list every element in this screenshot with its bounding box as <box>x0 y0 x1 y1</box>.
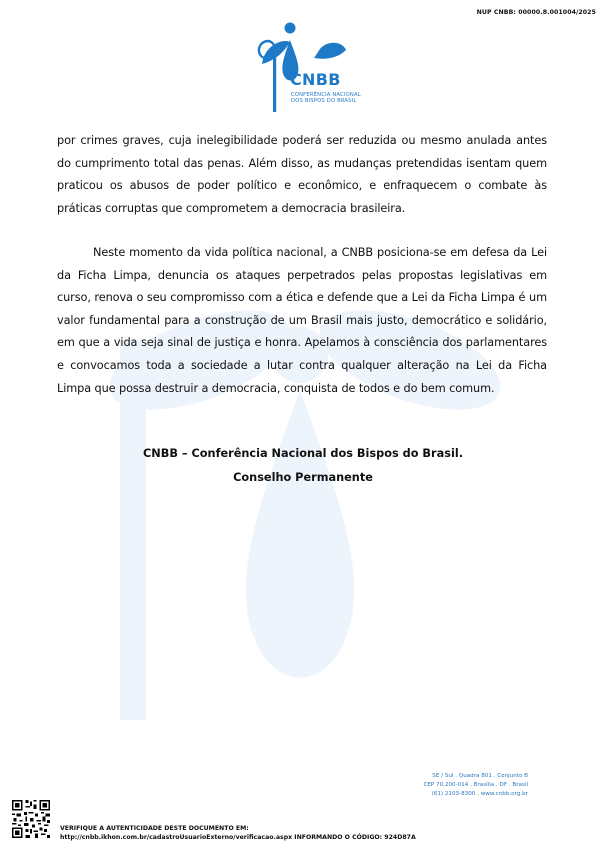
logo-subtitle-line1: CONFERÊNCIA NACIONAL <box>291 92 361 98</box>
signature-organization: CNBB – Conferência Nacional dos Bispos do Brasil. <box>143 447 463 460</box>
qr-code <box>12 800 50 838</box>
verification-url[interactable]: http://cnbb.ikhon.com.br/cadastroUsuarioExterno/verificacao.aspx INFORMANDO O CÓDIGO: 924D87A <box>60 834 416 841</box>
verification-line-1: VERIFIQUE A AUTENTICIDADE DESTE DOCUMENTO EM: <box>60 825 249 832</box>
footer-address <box>423 772 528 799</box>
signature-council: Conselho Permanente <box>233 471 373 484</box>
paragraph-1: por crimes graves, cuja inelegibilidade poderá ser reduzida ou mesmo anulada antes do cumprimento total das penas. Além disso, as mudanças pretendidas isentam quem praticou os abusos de poder político e econômico, e enfraquecem o combate às práticas corruptas que comprometem a democracia brasileira. <box>57 134 547 215</box>
logo-subtitle <box>291 92 361 104</box>
logo-wordmark: CNBB <box>290 70 341 89</box>
verification-notice <box>60 824 416 842</box>
paragraph-2: Neste momento da vida política nacional, a CNBB posiciona-se em defesa da Lei da Ficha Limpa, denuncia os ataques perpetrados pelas propostas legislativas em curso, renova o seu compromisso com a ética e defende que a Lei da Ficha Limpa é um valor fundamental para a construção de um Brasil mais justo, democrático e solidário, em que a vida seja sinal de justiça e honra. Apelamos à consciência dos parlamentares e convocamos toda a sociedade a lutar contra qualquer alteração na Lei da Ficha Limpa que possa destruir a democracia, conquista de todos e do bem comum. <box>57 246 547 395</box>
address-line-2: CEP 70.200-014 . Brasília . DF . Brasil <box>423 782 528 788</box>
address-line-3: (61) 2103-8300 . www.cnbb.org.br <box>431 791 528 797</box>
address-line-1: SE / Sul . Quadra 801 . Conjunto B <box>432 773 528 779</box>
nup-document-number: NUP CNBB: 00000.8.001004/2025 <box>476 9 596 16</box>
logo-subtitle-line2: DOS BISPOS DO BRASIL <box>291 98 357 104</box>
